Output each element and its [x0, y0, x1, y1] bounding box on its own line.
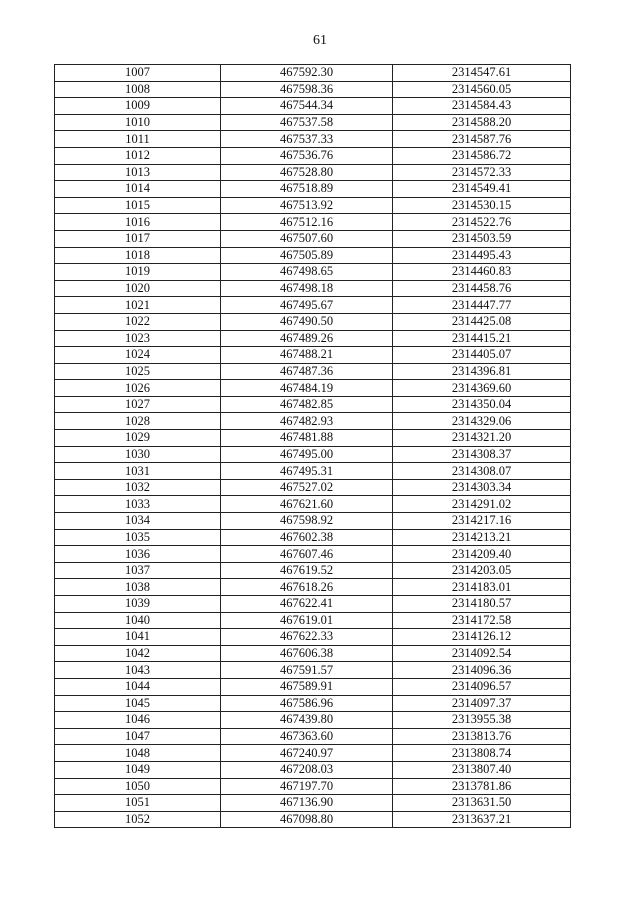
x-coordinate-cell: 467482.85	[221, 396, 393, 413]
point-number-cell: 1026	[55, 380, 221, 397]
y-coordinate-cell: 2314308.07	[393, 463, 571, 480]
point-number-cell: 1037	[55, 562, 221, 579]
y-coordinate-cell: 2314447.77	[393, 297, 571, 314]
point-number-cell: 1042	[55, 645, 221, 662]
point-number-cell: 1025	[55, 363, 221, 380]
y-coordinate-cell: 2314396.81	[393, 363, 571, 380]
point-number-cell: 1007	[55, 65, 221, 82]
table-row	[55, 695, 571, 712]
y-coordinate-cell: 2314213.21	[393, 529, 571, 546]
table-row	[55, 114, 571, 131]
x-coordinate-cell: 467487.36	[221, 363, 393, 380]
y-coordinate-cell: 2314584.43	[393, 98, 571, 115]
x-coordinate-cell: 467537.58	[221, 114, 393, 131]
y-coordinate-cell: 2314321.20	[393, 430, 571, 447]
y-coordinate-cell: 2313637.21	[393, 811, 571, 828]
y-coordinate-cell: 2314092.54	[393, 645, 571, 662]
x-coordinate-cell: 467544.34	[221, 98, 393, 115]
y-coordinate-cell: 2314183.01	[393, 579, 571, 596]
point-number-cell: 1011	[55, 131, 221, 148]
table-row	[55, 214, 571, 231]
y-coordinate-cell: 2313781.86	[393, 778, 571, 795]
x-coordinate-cell: 467537.33	[221, 131, 393, 148]
table-row	[55, 546, 571, 563]
x-coordinate-cell: 467495.67	[221, 297, 393, 314]
point-number-cell: 1014	[55, 181, 221, 198]
y-coordinate-cell: 2314415.21	[393, 330, 571, 347]
table-row	[55, 396, 571, 413]
table-row	[55, 430, 571, 447]
x-coordinate-cell: 467484.19	[221, 380, 393, 397]
x-coordinate-cell: 467240.97	[221, 745, 393, 762]
x-coordinate-cell: 467490.50	[221, 313, 393, 330]
point-number-cell: 1020	[55, 280, 221, 297]
y-coordinate-cell: 2314495.43	[393, 247, 571, 264]
table-row	[55, 98, 571, 115]
y-coordinate-cell: 2314560.05	[393, 81, 571, 98]
table-row	[55, 513, 571, 530]
y-coordinate-cell: 2314096.36	[393, 662, 571, 679]
y-coordinate-cell: 2314097.37	[393, 695, 571, 712]
y-coordinate-cell: 2313631.50	[393, 795, 571, 812]
x-coordinate-cell: 467507.60	[221, 230, 393, 247]
x-coordinate-cell: 467098.80	[221, 811, 393, 828]
y-coordinate-cell: 2314530.15	[393, 197, 571, 214]
y-coordinate-cell: 2314303.34	[393, 479, 571, 496]
table-row	[55, 65, 571, 82]
y-coordinate-cell: 2314209.40	[393, 546, 571, 563]
x-coordinate-cell: 467606.38	[221, 645, 393, 662]
point-number-cell: 1052	[55, 811, 221, 828]
table-row	[55, 479, 571, 496]
point-number-cell: 1015	[55, 197, 221, 214]
table-row	[55, 81, 571, 98]
x-coordinate-cell: 467489.26	[221, 330, 393, 347]
table-row	[55, 778, 571, 795]
point-number-cell: 1012	[55, 147, 221, 164]
y-coordinate-cell: 2314180.57	[393, 596, 571, 613]
point-number-cell: 1027	[55, 396, 221, 413]
y-coordinate-cell: 2314460.83	[393, 264, 571, 281]
table-row	[55, 596, 571, 613]
table-row	[55, 247, 571, 264]
x-coordinate-cell: 467136.90	[221, 795, 393, 812]
x-coordinate-cell: 467498.65	[221, 264, 393, 281]
x-coordinate-cell: 467618.26	[221, 579, 393, 596]
table-row	[55, 164, 571, 181]
x-coordinate-cell: 467592.30	[221, 65, 393, 82]
point-number-cell: 1017	[55, 230, 221, 247]
table-row	[55, 197, 571, 214]
coordinates-table	[54, 64, 571, 828]
point-number-cell: 1030	[55, 446, 221, 463]
y-coordinate-cell: 2314126.12	[393, 629, 571, 646]
point-number-cell: 1023	[55, 330, 221, 347]
y-coordinate-cell: 2314405.07	[393, 347, 571, 364]
x-coordinate-cell: 467481.88	[221, 430, 393, 447]
x-coordinate-cell: 467591.57	[221, 662, 393, 679]
point-number-cell: 1028	[55, 413, 221, 430]
table-row	[55, 347, 571, 364]
point-number-cell: 1018	[55, 247, 221, 264]
x-coordinate-cell: 467495.31	[221, 463, 393, 480]
table-row	[55, 463, 571, 480]
x-coordinate-cell: 467482.93	[221, 413, 393, 430]
table-row	[55, 264, 571, 281]
table-row	[55, 147, 571, 164]
table-row	[55, 280, 571, 297]
y-coordinate-cell: 2314308.37	[393, 446, 571, 463]
point-number-cell: 1049	[55, 761, 221, 778]
point-number-cell: 1047	[55, 728, 221, 745]
x-coordinate-cell: 467495.00	[221, 446, 393, 463]
x-coordinate-cell: 467586.96	[221, 695, 393, 712]
x-coordinate-cell: 467439.80	[221, 712, 393, 729]
page-number: 61	[313, 33, 327, 48]
point-number-cell: 1051	[55, 795, 221, 812]
point-number-cell: 1034	[55, 513, 221, 530]
coordinates-table-body	[55, 65, 571, 828]
table-row	[55, 629, 571, 646]
table-row	[55, 313, 571, 330]
y-coordinate-cell: 2314549.41	[393, 181, 571, 198]
point-number-cell: 1045	[55, 695, 221, 712]
point-number-cell: 1033	[55, 496, 221, 513]
point-number-cell: 1008	[55, 81, 221, 98]
y-coordinate-cell: 2314369.60	[393, 380, 571, 397]
table-row	[55, 413, 571, 430]
x-coordinate-cell: 467622.41	[221, 596, 393, 613]
table-row	[55, 496, 571, 513]
point-number-cell: 1029	[55, 430, 221, 447]
x-coordinate-cell: 467607.46	[221, 546, 393, 563]
x-coordinate-cell: 467513.92	[221, 197, 393, 214]
point-number-cell: 1041	[55, 629, 221, 646]
y-coordinate-cell: 2314329.06	[393, 413, 571, 430]
table-row	[55, 131, 571, 148]
table-row	[55, 446, 571, 463]
point-number-cell: 1035	[55, 529, 221, 546]
point-number-cell: 1009	[55, 98, 221, 115]
y-coordinate-cell: 2314425.08	[393, 313, 571, 330]
point-number-cell: 1046	[55, 712, 221, 729]
table-row	[55, 811, 571, 828]
point-number-cell: 1040	[55, 612, 221, 629]
x-coordinate-cell: 467598.36	[221, 81, 393, 98]
point-number-cell: 1019	[55, 264, 221, 281]
x-coordinate-cell: 467622.33	[221, 629, 393, 646]
point-number-cell: 1010	[55, 114, 221, 131]
point-number-cell: 1036	[55, 546, 221, 563]
point-number-cell: 1044	[55, 678, 221, 695]
y-coordinate-cell: 2313955.38	[393, 712, 571, 729]
x-coordinate-cell: 467498.18	[221, 280, 393, 297]
x-coordinate-cell: 467589.91	[221, 678, 393, 695]
y-coordinate-cell: 2314587.76	[393, 131, 571, 148]
y-coordinate-cell: 2314547.61	[393, 65, 571, 82]
x-coordinate-cell: 467528.80	[221, 164, 393, 181]
table-row	[55, 230, 571, 247]
table-row	[55, 579, 571, 596]
x-coordinate-cell: 467602.38	[221, 529, 393, 546]
x-coordinate-cell: 467363.60	[221, 728, 393, 745]
y-coordinate-cell: 2313807.40	[393, 761, 571, 778]
y-coordinate-cell: 2314588.20	[393, 114, 571, 131]
point-number-cell: 1043	[55, 662, 221, 679]
point-number-cell: 1039	[55, 596, 221, 613]
point-number-cell: 1031	[55, 463, 221, 480]
point-number-cell: 1048	[55, 745, 221, 762]
y-coordinate-cell: 2314291.02	[393, 496, 571, 513]
y-coordinate-cell: 2314503.59	[393, 230, 571, 247]
table-row	[55, 678, 571, 695]
table-row	[55, 380, 571, 397]
x-coordinate-cell: 467527.02	[221, 479, 393, 496]
y-coordinate-cell: 2314458.76	[393, 280, 571, 297]
table-row	[55, 795, 571, 812]
point-number-cell: 1021	[55, 297, 221, 314]
table-row	[55, 761, 571, 778]
table-row	[55, 297, 571, 314]
table-row	[55, 529, 571, 546]
table-row	[55, 662, 571, 679]
point-number-cell: 1024	[55, 347, 221, 364]
point-number-cell: 1016	[55, 214, 221, 231]
y-coordinate-cell: 2314203.05	[393, 562, 571, 579]
point-number-cell: 1032	[55, 479, 221, 496]
y-coordinate-cell: 2314522.76	[393, 214, 571, 231]
x-coordinate-cell: 467208.03	[221, 761, 393, 778]
y-coordinate-cell: 2314096.57	[393, 678, 571, 695]
y-coordinate-cell: 2314217.16	[393, 513, 571, 530]
table-row	[55, 645, 571, 662]
x-coordinate-cell: 467512.16	[221, 214, 393, 231]
table-row	[55, 181, 571, 198]
point-number-cell: 1013	[55, 164, 221, 181]
table-row	[55, 363, 571, 380]
y-coordinate-cell: 2314586.72	[393, 147, 571, 164]
x-coordinate-cell: 467536.76	[221, 147, 393, 164]
x-coordinate-cell: 467619.52	[221, 562, 393, 579]
y-coordinate-cell: 2313813.76	[393, 728, 571, 745]
x-coordinate-cell: 467621.60	[221, 496, 393, 513]
x-coordinate-cell: 467488.21	[221, 347, 393, 364]
y-coordinate-cell: 2313808.74	[393, 745, 571, 762]
x-coordinate-cell: 467197.70	[221, 778, 393, 795]
table-row	[55, 612, 571, 629]
y-coordinate-cell: 2314350.04	[393, 396, 571, 413]
table-row	[55, 330, 571, 347]
y-coordinate-cell: 2314172.58	[393, 612, 571, 629]
x-coordinate-cell: 467598.92	[221, 513, 393, 530]
table-row	[55, 562, 571, 579]
point-number-cell: 1038	[55, 579, 221, 596]
x-coordinate-cell: 467505.89	[221, 247, 393, 264]
x-coordinate-cell: 467619.01	[221, 612, 393, 629]
x-coordinate-cell: 467518.89	[221, 181, 393, 198]
table-row	[55, 712, 571, 729]
point-number-cell: 1022	[55, 313, 221, 330]
table-row	[55, 728, 571, 745]
point-number-cell: 1050	[55, 778, 221, 795]
table-row	[55, 745, 571, 762]
y-coordinate-cell: 2314572.33	[393, 164, 571, 181]
